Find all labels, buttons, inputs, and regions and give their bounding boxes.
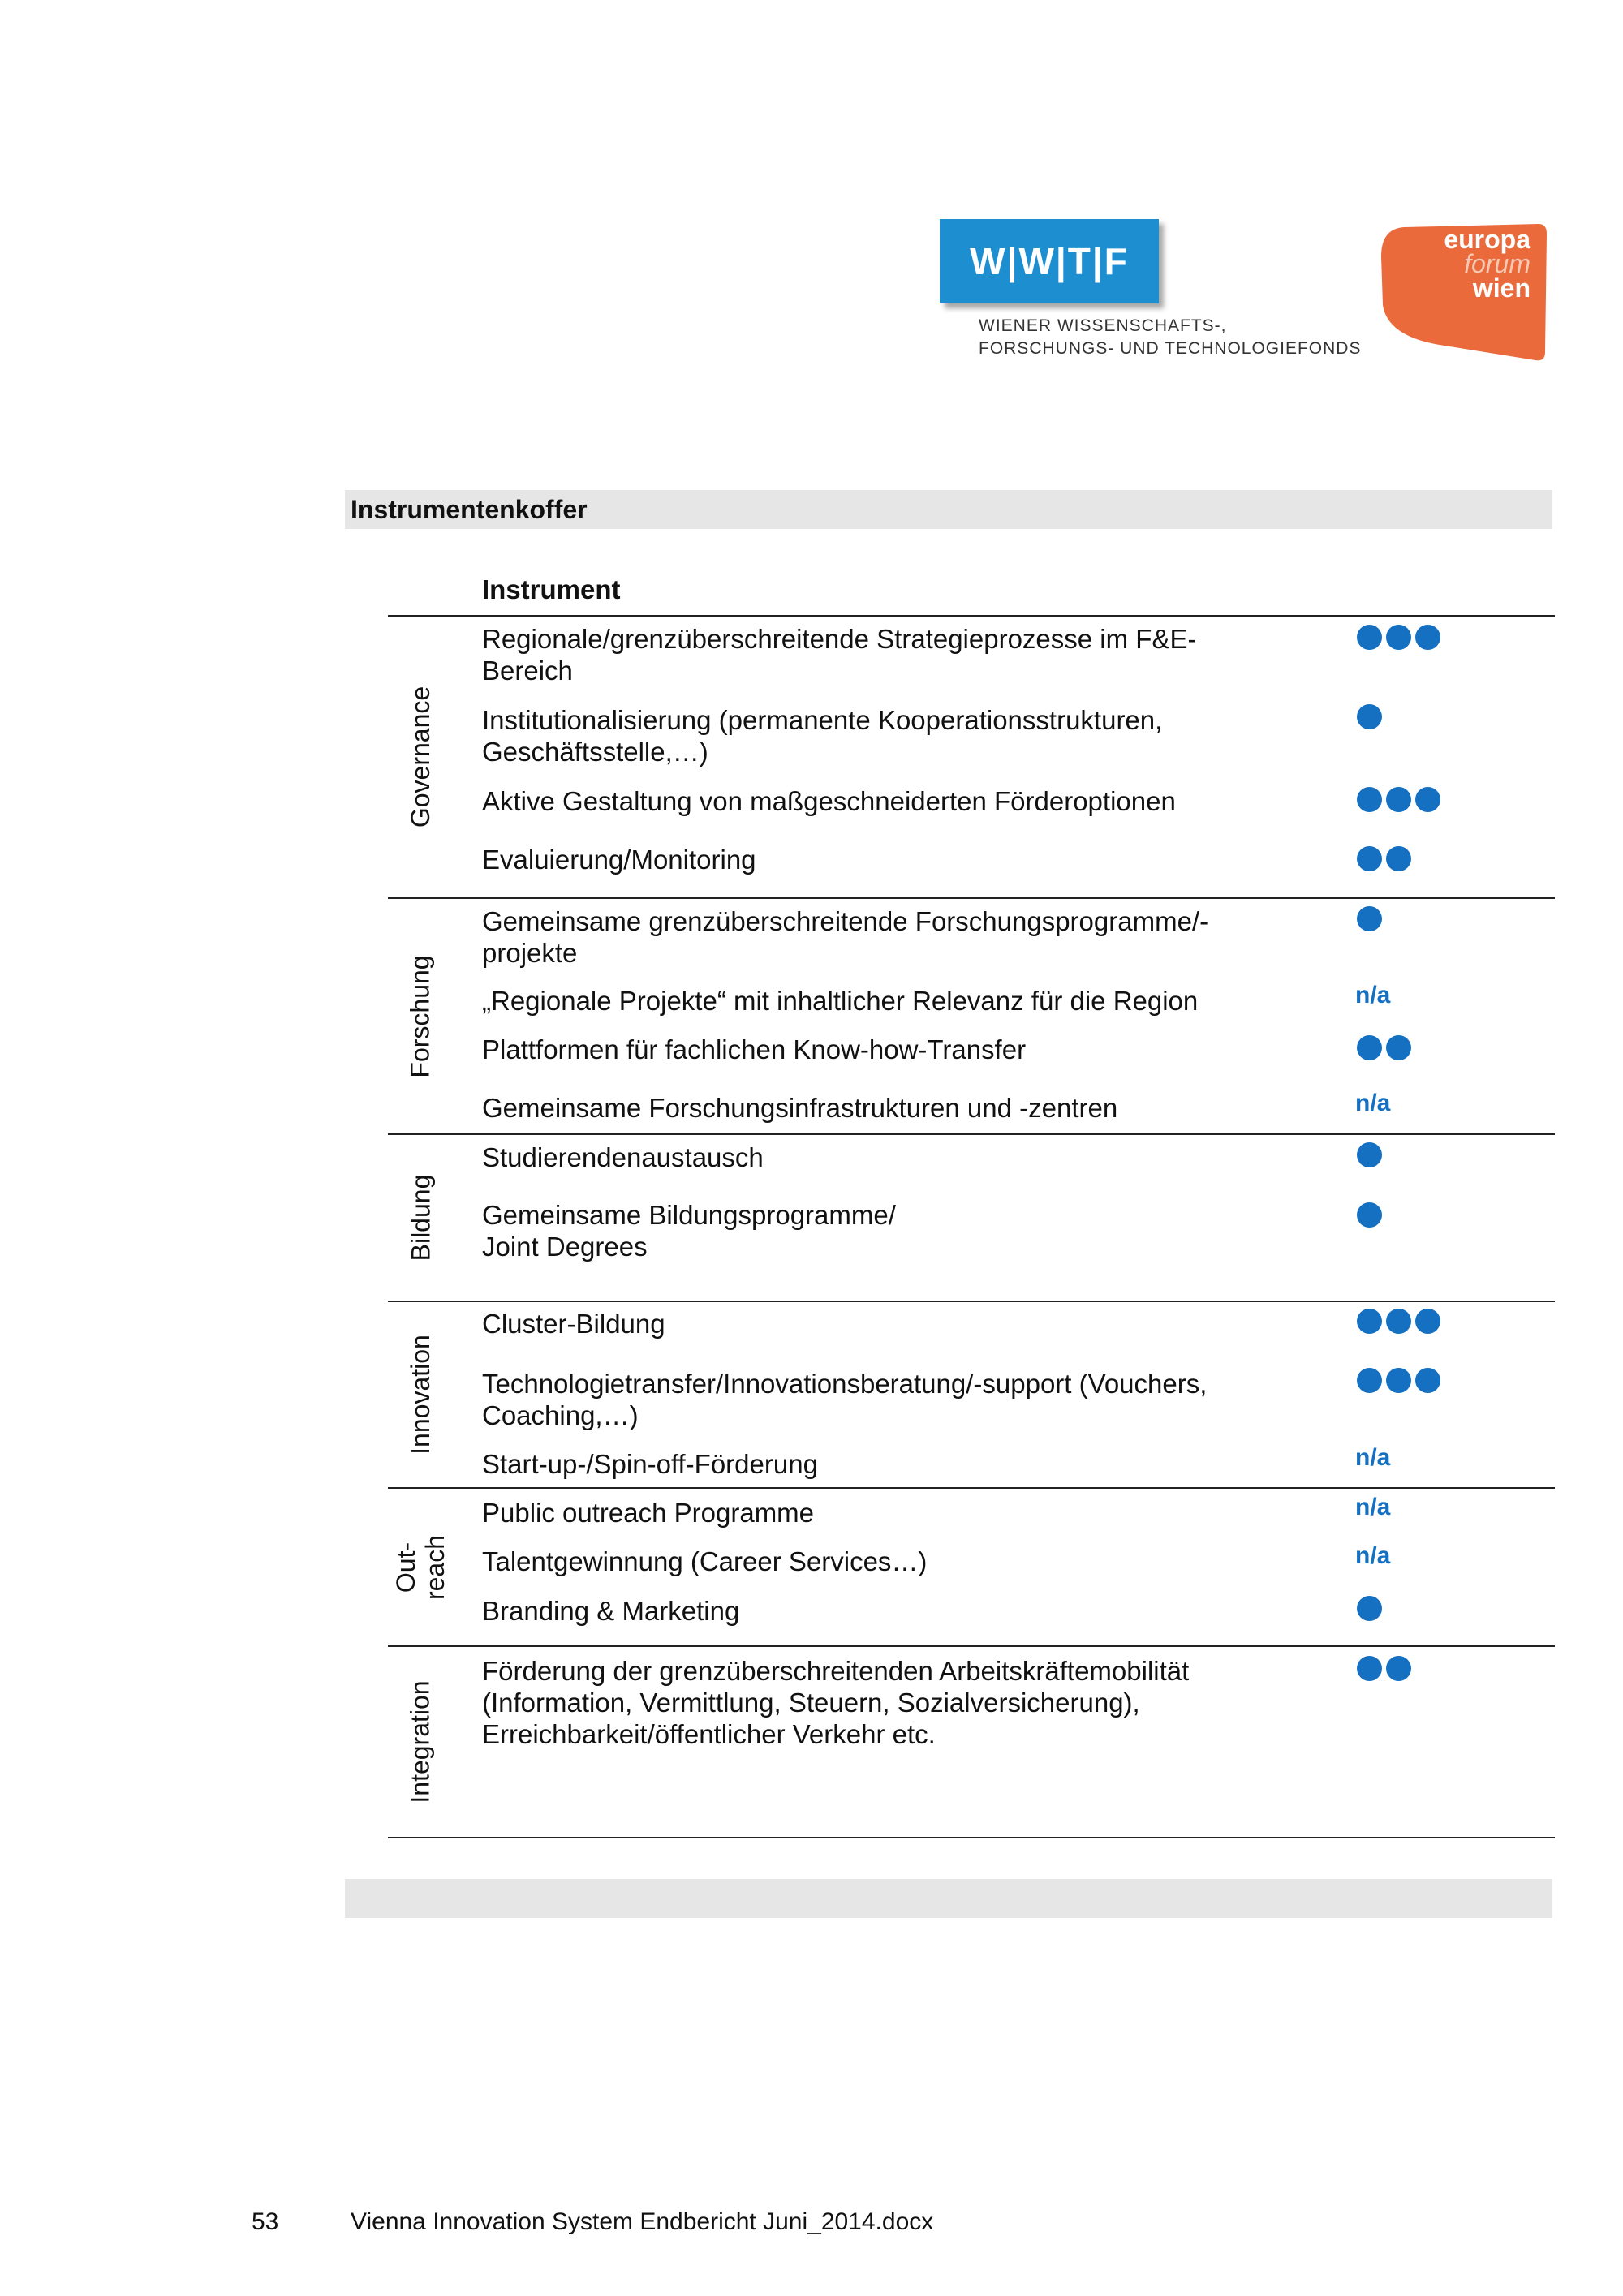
rating-dot bbox=[1357, 1596, 1382, 1621]
rating-dots bbox=[1357, 1142, 1382, 1168]
rating-dot bbox=[1415, 625, 1440, 650]
rating-na: n/a bbox=[1355, 1542, 1391, 1569]
rating-dots bbox=[1357, 787, 1440, 813]
category-innovation bbox=[388, 1302, 453, 1487]
instrument-row: Talentgewinnung (Career Services…) bbox=[482, 1546, 928, 1576]
rating-dot bbox=[1357, 1142, 1382, 1167]
wwtf-logo bbox=[940, 219, 1362, 365]
section-title: Instrumentenkoffer bbox=[351, 495, 588, 524]
instrument-row: Start-up-/Spin-off-Förderung bbox=[482, 1449, 818, 1479]
instrument-row: „Regionale Projekte“ mit inhaltlicher Relevanz für die Region bbox=[482, 986, 1199, 1016]
rating-dot bbox=[1357, 704, 1382, 729]
instrument-column-header: Instrument bbox=[482, 574, 621, 604]
document-filename: Vienna Innovation System Endbericht Juni_2014.docx bbox=[351, 2208, 934, 2235]
instrument-row: Gemeinsame grenzüberschreitende Forschungsprogramme/- projekte bbox=[482, 906, 1209, 968]
rating-dot bbox=[1357, 846, 1382, 871]
rating-dots bbox=[1357, 906, 1382, 932]
category-label: Forschung bbox=[406, 954, 435, 1078]
rating-dots bbox=[1357, 1309, 1440, 1335]
rating-dots bbox=[1357, 846, 1411, 872]
rating-dot bbox=[1357, 906, 1382, 931]
category-label: Integration bbox=[406, 1680, 435, 1804]
instrument-row: Aktive Gestaltung von maßgeschneiderten Förderoptionen bbox=[482, 786, 1176, 816]
rating-dot bbox=[1357, 1309, 1382, 1334]
efw-line-europa: europa bbox=[1444, 225, 1530, 254]
category-governance bbox=[388, 617, 453, 897]
category-bildung bbox=[388, 1135, 453, 1301]
table-header-rule bbox=[388, 615, 1555, 617]
rating-dots bbox=[1357, 1368, 1440, 1394]
rating-dot bbox=[1386, 846, 1411, 871]
rating-dots bbox=[1357, 1202, 1382, 1228]
instrument-row: Gemeinsame Forschungsinfrastrukturen und -zentren bbox=[482, 1093, 1118, 1123]
europa-forum-wien-text bbox=[1380, 225, 1530, 303]
efw-line-wien: wien bbox=[1472, 273, 1530, 303]
instrument-row: Regionale/grenzüberschreitende Strategieprozesse im F&E- Bereich bbox=[482, 624, 1197, 686]
rating-dot bbox=[1357, 1656, 1382, 1681]
category-label: Bildung bbox=[406, 1174, 435, 1262]
rating-dot bbox=[1357, 787, 1382, 812]
wwtf-logo-letters: W|W|T|F bbox=[970, 240, 1129, 282]
rating-dot bbox=[1386, 1656, 1411, 1681]
category-forschung bbox=[388, 899, 453, 1133]
page-number: 53 bbox=[252, 2208, 279, 2235]
rating-dot bbox=[1415, 787, 1440, 812]
instrument-row: Gemeinsame Bildungsprogramme/ Joint Degrees bbox=[482, 1200, 896, 1262]
rating-na: n/a bbox=[1355, 1444, 1391, 1471]
category-integration bbox=[388, 1647, 453, 1837]
category-label: Governance bbox=[406, 686, 436, 828]
rating-dot bbox=[1386, 1368, 1411, 1393]
rating-na: n/a bbox=[1355, 982, 1391, 1008]
rating-dot bbox=[1357, 1202, 1382, 1228]
category-divider bbox=[388, 1133, 1555, 1135]
category-divider bbox=[388, 1487, 1555, 1489]
rating-dots bbox=[1357, 625, 1440, 651]
rating-dots bbox=[1357, 704, 1382, 730]
rating-dot bbox=[1386, 787, 1411, 812]
category-divider bbox=[388, 1645, 1555, 1647]
rating-dot bbox=[1357, 1368, 1382, 1393]
instrument-row: Public outreach Programme bbox=[482, 1498, 815, 1528]
instrument-row: Branding & Marketing bbox=[482, 1596, 740, 1626]
instrument-row: Studierendenaustausch bbox=[482, 1142, 764, 1172]
rating-dots bbox=[1357, 1035, 1411, 1061]
instrument-row: Technologietransfer/Innovationsberatung/-support (Vouchers, Coaching,…) bbox=[482, 1369, 1208, 1430]
instrument-row: Plattformen für fachlichen Know-how-Transfer bbox=[482, 1034, 1027, 1064]
instrument-row: Evaluierung/Monitoring bbox=[482, 845, 756, 875]
rating-dot bbox=[1386, 1309, 1411, 1334]
rating-dot bbox=[1386, 1035, 1411, 1060]
rating-dot bbox=[1415, 1309, 1440, 1334]
instrument-row: Förderung der grenzüberschreitenden Arbeitskräftemobilität (Information, Vermittlung, Steuern, Sozialversicherung), Erreichbarkeit/öffentlicher Verkehr etc. bbox=[482, 1656, 1190, 1749]
wwtf-logo-subtitle bbox=[979, 315, 1368, 360]
category-outreach bbox=[388, 1489, 453, 1645]
category-divider bbox=[388, 897, 1555, 899]
instrument-row: Institutionalisierung (permanente Kooperationsstrukturen, Geschäftsstelle,…) bbox=[482, 705, 1163, 767]
wwtf-subtitle-line-1: WIENER WISSENSCHAFTS-, bbox=[979, 316, 1227, 335]
category-label: Out- reach bbox=[391, 1534, 450, 1600]
rating-na: n/a bbox=[1355, 1090, 1391, 1116]
category-label: Innovation bbox=[406, 1335, 436, 1455]
rating-dot bbox=[1415, 1368, 1440, 1393]
instrument-row: Cluster-Bildung bbox=[482, 1309, 665, 1339]
rating-dots bbox=[1357, 1596, 1382, 1622]
table-bottom-rule bbox=[388, 1837, 1555, 1838]
rating-dot bbox=[1357, 625, 1382, 650]
rating-dots bbox=[1357, 1656, 1411, 1682]
section-footer-bar bbox=[345, 1879, 1552, 1918]
category-divider bbox=[388, 1301, 1555, 1302]
rating-na: n/a bbox=[1355, 1494, 1391, 1520]
rating-dot bbox=[1357, 1035, 1382, 1060]
wwtf-subtitle-line-2: FORSCHUNGS- UND TECHNOLOGIEFONDS bbox=[979, 339, 1362, 358]
efw-line-forum: forum bbox=[1464, 249, 1530, 278]
rating-dot bbox=[1386, 625, 1411, 650]
